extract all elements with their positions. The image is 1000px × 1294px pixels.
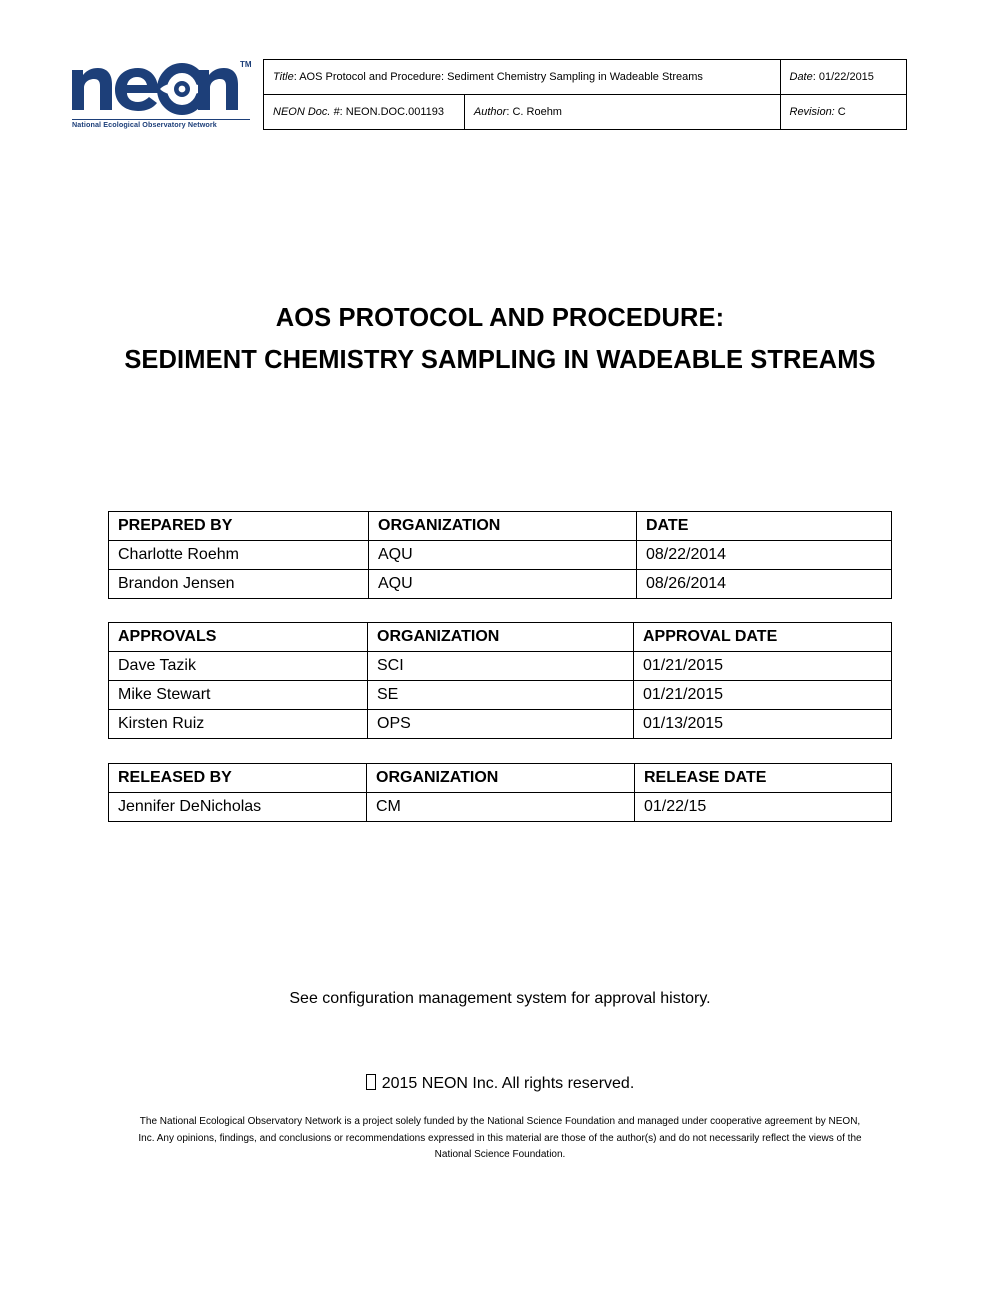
column-header: APPROVALS: [109, 623, 368, 652]
approver-name: Mike Stewart: [109, 681, 368, 710]
table-row: [109, 681, 892, 710]
organization: CM: [367, 793, 635, 822]
preparer-name: Brandon Jensen: [109, 570, 369, 599]
organization: OPS: [368, 710, 634, 739]
title-value: : AOS Protocol and Procedure: Sediment Chemistry Sampling in Wadeable Streams: [293, 71, 703, 83]
copyright-text: 2015 NEON Inc. All rights reserved.: [381, 1075, 635, 1092]
column-header: ORGANIZATION: [367, 764, 635, 793]
approver-name: Dave Tazik: [109, 652, 368, 681]
approval-date: 01/13/2015: [634, 710, 892, 739]
table-row: [109, 793, 892, 822]
preparer-name: Charlotte Roehm: [109, 541, 369, 570]
column-header: DATE: [637, 512, 892, 541]
disclaimer-line: Inc. Any opinions, findings, and conclusions or recommendations expressed in this material are those of the author(s) and do not necessarily reflect the views of the: [138, 1132, 862, 1144]
document-title-line-2: SEDIMENT CHEMISTRY SAMPLING IN WADEABLE STREAMS: [124, 346, 876, 374]
table-row: [109, 570, 892, 599]
author-value: : C. Roehm: [506, 106, 562, 118]
date-value: : 01/22/2015: [812, 71, 874, 83]
doc-value: : NEON.DOC.001193: [339, 106, 444, 118]
header-revision-cell: [780, 95, 907, 130]
header-doc-cell: [264, 95, 465, 130]
approval-history-note: See configuration management system for approval history.: [289, 990, 711, 1007]
date: 08/26/2014: [637, 570, 892, 599]
header-date-cell: [780, 60, 907, 95]
approvals-table: [108, 622, 892, 739]
organization: SCI: [368, 652, 634, 681]
revision-label: Revision:: [789, 106, 835, 118]
document-title-line-1: AOS PROTOCOL AND PROCEDURE:: [275, 304, 725, 332]
author-label: Author: [473, 106, 507, 118]
organization: SE: [368, 681, 634, 710]
column-header: APPROVAL DATE: [634, 623, 892, 652]
approver-name: Kirsten Ruiz: [109, 710, 368, 739]
header-author-cell: [464, 95, 780, 130]
title-label: Title: [273, 71, 294, 83]
revision-value: C: [834, 106, 846, 118]
table-row: [109, 710, 892, 739]
column-header: RELEASE DATE: [635, 764, 892, 793]
table-row: [109, 541, 892, 570]
approval-date: 01/21/2015: [634, 681, 892, 710]
column-header: RELEASED BY: [109, 764, 367, 793]
funding-disclaimer: [112, 1114, 888, 1164]
column-header: ORGANIZATION: [369, 512, 637, 541]
releaser-name: Jennifer DeNicholas: [109, 793, 367, 822]
neon-logo: [70, 58, 252, 132]
logo-tagline: National Ecological Observatory Network: [72, 119, 250, 129]
release-date: 01/22/15: [635, 793, 892, 822]
table-row: [109, 652, 892, 681]
column-header: PREPARED BY: [109, 512, 369, 541]
table-header-row: [109, 623, 892, 652]
organization: AQU: [369, 570, 637, 599]
trademark-mark: TM: [240, 60, 252, 69]
approval-date: 01/21/2015: [634, 652, 892, 681]
header-title-cell: [264, 60, 781, 95]
date-label: Date: [789, 71, 813, 83]
table-header-row: [109, 512, 892, 541]
date: 08/22/2014: [637, 541, 892, 570]
organization: AQU: [369, 541, 637, 570]
neon-wordmark-logo: [70, 58, 242, 116]
column-header: ORGANIZATION: [368, 623, 634, 652]
disclaimer-line: The National Ecological Observatory Network is a project solely funded by the National Science Foundation and managed under cooperative agreement by NEON,: [139, 1116, 861, 1127]
released-by-table: [108, 763, 892, 822]
copyright-icon: [366, 1074, 376, 1090]
document-header-table: [263, 59, 907, 130]
prepared-by-table: [108, 511, 892, 599]
disclaimer-line: National Science Foundation.: [434, 1149, 566, 1160]
doc-label: NEON Doc. #: [273, 106, 340, 118]
table-header-row: [109, 764, 892, 793]
copyright-line: [0, 1074, 1000, 1093]
